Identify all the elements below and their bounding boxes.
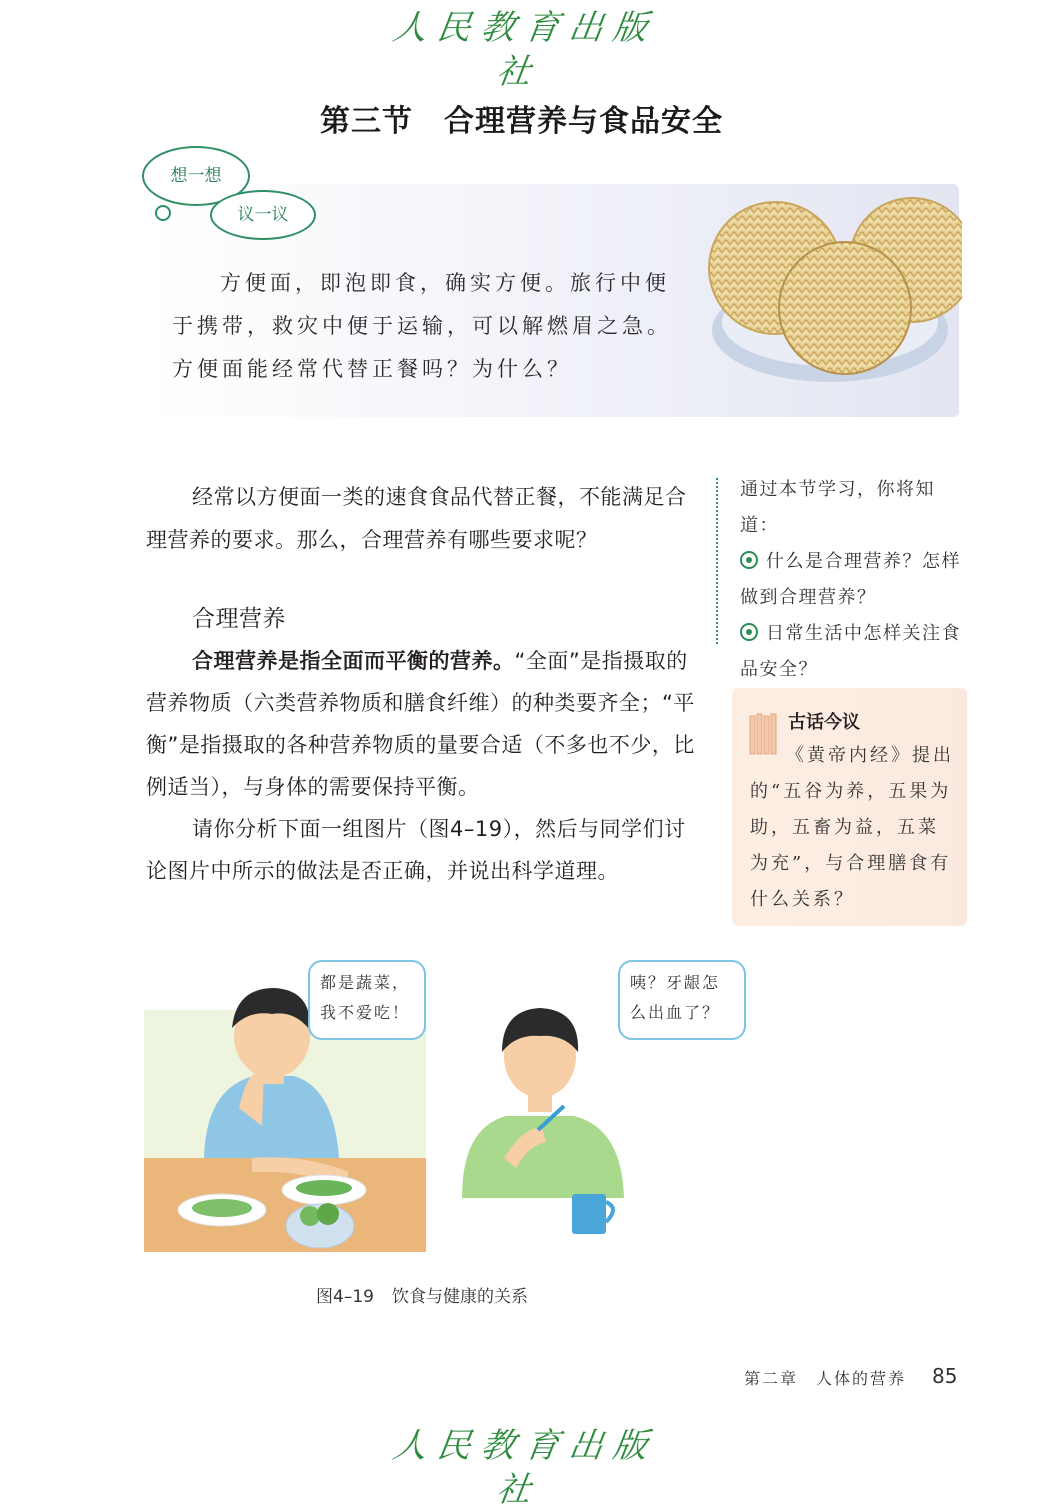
page-number: 85 [932,1364,958,1388]
goal-item [740,544,966,616]
ancient-saying-title: 古话今议 [788,712,860,733]
figure-caption-text: 饮食与健康的关系 [391,1287,528,1307]
ancient-saying-text [750,738,958,918]
goal-item-text: 什么是合理营养？怎样做到合理营养？ [740,551,961,608]
ancient-saying-content: 《黄帝内经》提出的“五谷为养，五果为助，五畜为益，五菜为充”，与合理膳食有什么关系？ [750,745,954,910]
goal-item [740,616,966,688]
goal-item-text: 日常生活中怎样关注食品安全？ [740,623,961,680]
speech-bubble-right: 咦？牙龈怎么出血了？ [618,960,746,1040]
subheading-reasonable-nutrition: 合理营养 [192,606,286,632]
discuss-bubble: 议一议 [210,190,316,240]
goals-intro: 通过本节学习，你将知道： [740,479,935,536]
think-question-text: 方便面，即泡即食，确实方便。旅行中便于携带，救灾中便于运输，可以解燃眉之急。方便面能经常代替正餐吗？为什么？ [172,271,672,381]
paragraph-intro-text: 经常以方便面一类的速食食品代替正餐，不能满足合理营养的要求。那么，合理营养有哪些要求呢？ [146,485,687,552]
think-question [172,262,682,391]
definition-bold: 合理营养是指全面而平衡的营养。 [192,649,515,673]
figure-number: 图4–19 [316,1287,374,1307]
bubble-dot-icon [155,205,171,221]
publisher-logo-bottom: 人民教育出版社 [390,1426,660,1510]
chapter-footer: 第二章 人体的营养 [744,1369,907,1388]
speech-bubble-left: 都是蔬菜，我不爱吃！ [308,960,426,1040]
think-bubble: 想一想 [142,146,250,206]
learning-goals [740,472,966,688]
paragraph-definition [146,640,698,892]
instant-noodles-image [700,190,962,386]
publisher-logo-top: 人民教育出版社 [390,8,660,92]
bullet-icon [740,551,758,569]
figure-caption [316,1282,528,1307]
bullet-icon [740,623,758,641]
definition-rest: “全面”是指摄取的营养物质（六类营养物质和膳食纤维）的种类要齐全；“平衡”是指摄取的各种营养物质的量要合适（不多也不少，比例适当），与身体的需要保持平衡。 [146,649,695,799]
section-title: 第三节 合理营养与食品安全 [320,104,723,139]
paragraph-intro [146,476,698,562]
paragraph-task: 请你分析下面一组图片（图4–19），然后与同学们讨论图片中所示的做法是否正确，并说出科学道理。 [146,817,686,883]
